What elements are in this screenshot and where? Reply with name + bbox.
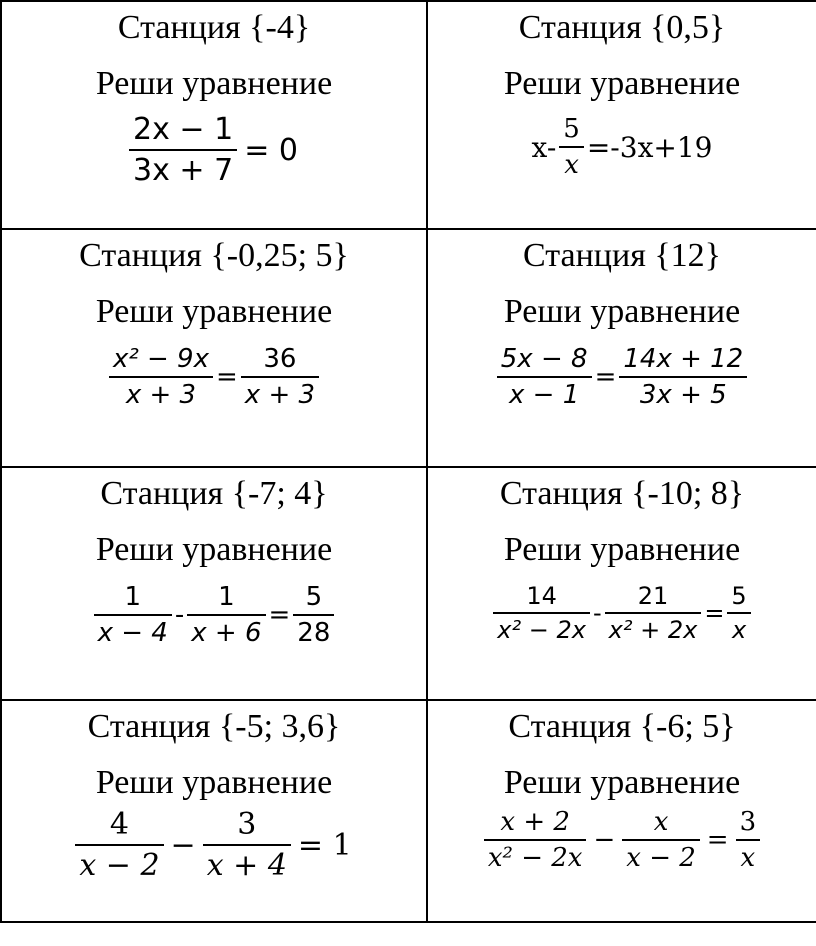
station-title: Станция {-5; 3,6} — [87, 708, 341, 745]
equals-sign: = — [594, 362, 617, 392]
fraction — [75, 807, 163, 883]
numerator: x² − 9x — [112, 344, 209, 374]
minus-sign: − — [593, 825, 616, 855]
equals-sign: = — [706, 825, 729, 855]
fraction — [241, 344, 319, 410]
task-label: Реши уравнение — [95, 293, 333, 330]
fraction — [559, 114, 584, 180]
denominator: x — [564, 150, 579, 180]
numerator: 36 — [263, 344, 297, 374]
fraction — [619, 344, 747, 410]
numerator: 4 — [109, 807, 129, 842]
numerator: 14x + 12 — [623, 344, 744, 374]
station-title: Станция {0,5} — [518, 9, 726, 46]
denominator: x − 2 — [626, 843, 696, 873]
equation — [2, 112, 426, 188]
equation — [2, 582, 426, 648]
minus-sign: - — [174, 600, 185, 630]
fraction — [727, 582, 750, 644]
task-label: Реши уравнение — [95, 65, 333, 102]
numerator: x + 2 — [500, 807, 570, 837]
denominator: x — [731, 616, 747, 644]
denominator: x + 4 — [206, 848, 287, 883]
task-label: Реши уравнение — [95, 764, 333, 801]
station-cell-5 — [1, 467, 427, 700]
rhs: =-3x+19 — [586, 130, 713, 164]
station-cell-4 — [427, 229, 816, 467]
denominator: x − 4 — [97, 618, 168, 648]
denominator: x — [740, 843, 756, 873]
equals-sign: = — [268, 600, 291, 630]
denominator: 3x + 7 — [133, 153, 234, 188]
station-title: Станция {-0,25; 5} — [79, 237, 349, 274]
lhs-term: x- — [531, 130, 557, 164]
station-cell-6 — [427, 467, 816, 700]
fraction — [605, 582, 702, 644]
numerator: 14 — [526, 582, 557, 610]
denominator: x − 1 — [509, 380, 580, 410]
station-cell-2 — [427, 1, 816, 229]
task-label: Реши уравнение — [95, 531, 333, 568]
numerator: 1 — [218, 582, 235, 612]
equation — [2, 344, 426, 410]
numerator: 5 — [731, 582, 747, 610]
station-title: Станция {12} — [523, 237, 721, 274]
denominator: x + 3 — [125, 380, 197, 410]
station-cell-3 — [1, 229, 427, 467]
task-label: Реши уравнение — [503, 764, 741, 801]
fraction — [203, 807, 291, 883]
minus-sign: - — [592, 599, 602, 627]
task-label: Реши уравнение — [503, 65, 741, 102]
denominator: x² − 2x — [497, 616, 586, 644]
station-title: Станция {-10; 8} — [499, 475, 745, 512]
station-cell-7 — [1, 700, 427, 922]
equation — [428, 807, 816, 873]
numerator: 5 — [305, 582, 323, 612]
station-title: Станция {-7; 4} — [100, 475, 328, 512]
numerator: x — [653, 807, 669, 837]
numerator: 3 — [739, 807, 757, 837]
fraction — [484, 807, 587, 873]
fraction — [736, 807, 761, 873]
station-title: Станция {-4} — [117, 9, 311, 46]
equals-sign: = — [216, 362, 238, 392]
fraction — [94, 582, 172, 648]
equation — [2, 807, 426, 883]
station-cell-8 — [427, 700, 816, 922]
rhs: = 1 — [297, 827, 352, 863]
fraction — [187, 582, 265, 648]
fraction — [293, 582, 334, 648]
equals-sign: = — [704, 599, 725, 627]
equation — [428, 582, 816, 644]
minus-sign: − — [170, 827, 196, 863]
task-label: Реши уравнение — [503, 293, 741, 330]
equation — [428, 344, 816, 410]
denominator: x + 3 — [244, 380, 316, 410]
denominator: 28 — [297, 618, 331, 648]
task-label: Реши уравнение — [503, 531, 741, 568]
numerator: 5 — [563, 114, 580, 144]
denominator: x² − 2x — [487, 843, 583, 873]
denominator: x² + 2x — [608, 616, 698, 644]
rhs: = 0 — [244, 132, 298, 168]
denominator: x + 6 — [191, 618, 262, 648]
numerator: 5x − 8 — [500, 344, 588, 374]
numerator: 2x − 1 — [133, 112, 234, 147]
denominator: 3x + 5 — [639, 380, 727, 410]
station-title: Станция {-6; 5} — [508, 708, 736, 745]
numerator: 21 — [637, 582, 669, 610]
denominator: x − 2 — [79, 848, 160, 883]
station-cell-1 — [1, 1, 427, 229]
equation — [428, 114, 816, 180]
fraction — [129, 112, 237, 188]
fraction — [497, 344, 592, 410]
numerator: 3 — [237, 807, 257, 842]
fraction — [493, 582, 590, 644]
fraction — [109, 344, 213, 410]
fraction — [622, 807, 700, 873]
numerator: 1 — [124, 582, 141, 612]
